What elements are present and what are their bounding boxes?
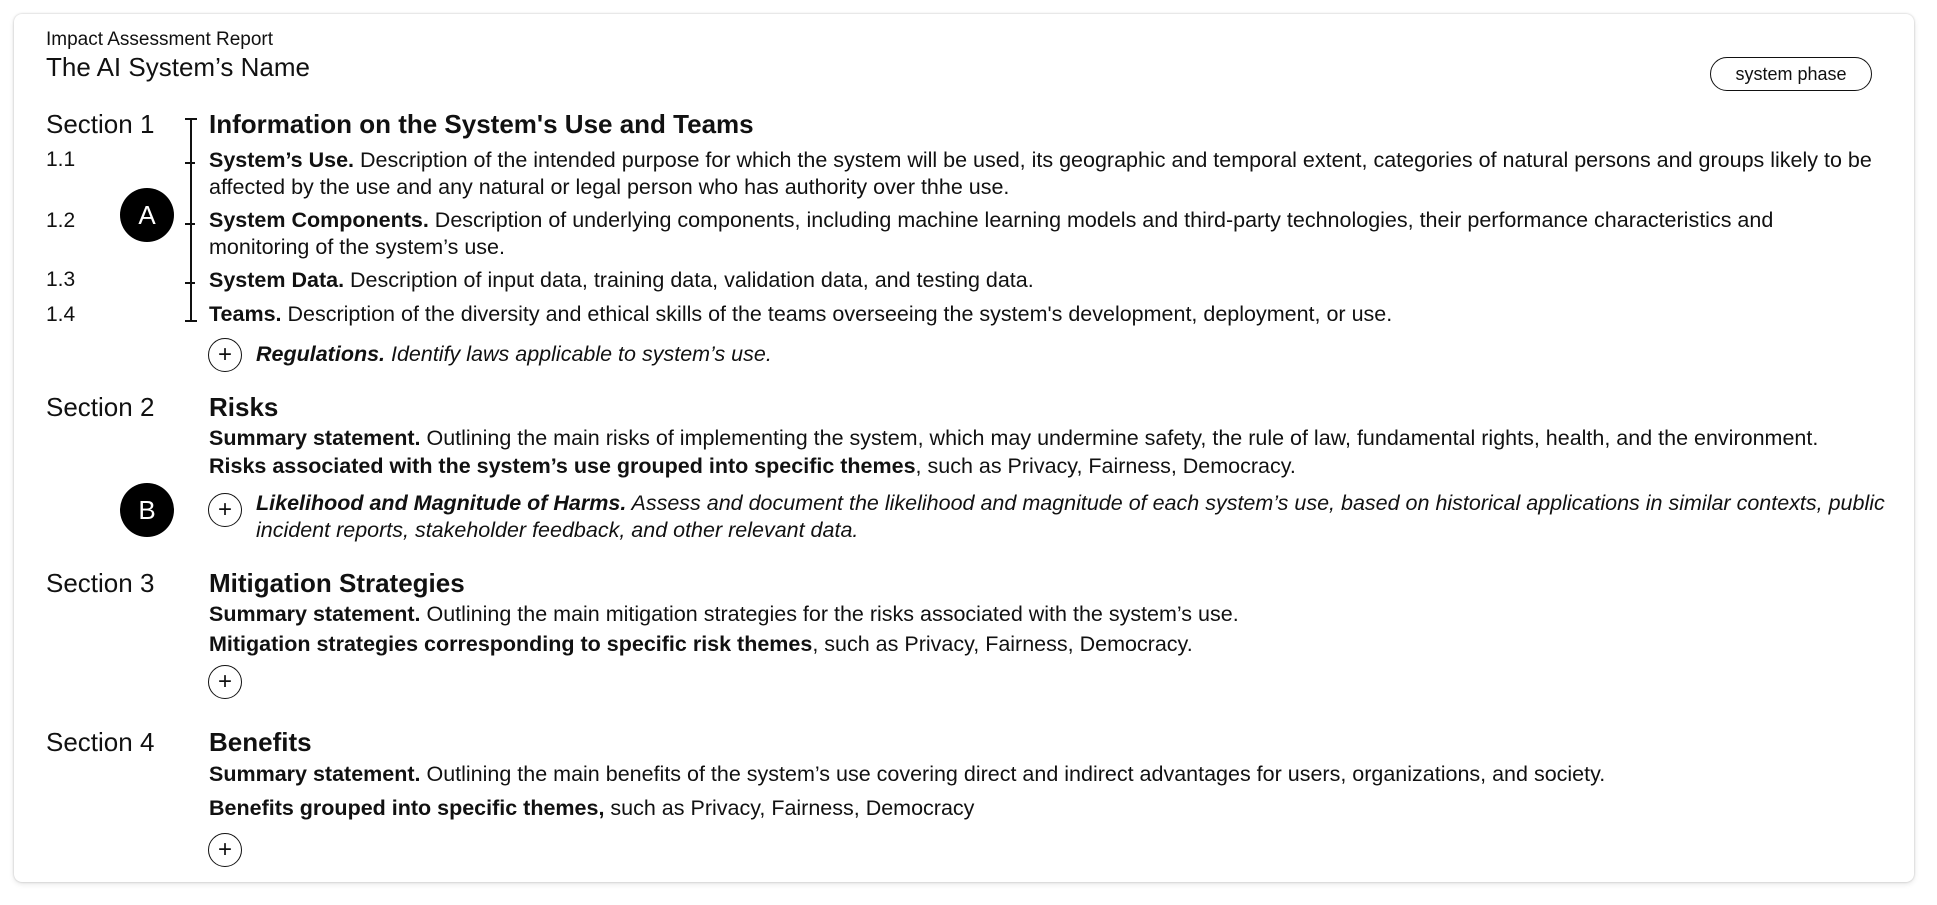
annotation-badge-a: A: [120, 188, 174, 242]
item-1-2-desc: Description of underlying components, including machine learning models and third-party technologies, their performance characteristics and monitoring of the system’s use.: [209, 208, 1774, 259]
mitigation-summary-title: Summary statement.: [209, 602, 421, 626]
harms-assessment-desc: Assess and document the likelihood and magnitude of each system’s use, based on historical applications in similar contexts, public incident reports, stakeholder feedback, and other relevant data.: [256, 491, 1885, 542]
item-1-4-desc: Description of the diversity and ethical skills of the teams overseeing the system's development, deployment, or use.: [281, 302, 1393, 326]
add-benefits-button[interactable]: +: [208, 833, 242, 867]
harms-assessment-title: Likelihood and Magnitude of Harms.: [256, 491, 627, 515]
section-1-title: Information on the System's Use and Teams: [209, 109, 754, 139]
mitigation-themes: [209, 631, 1889, 658]
section-3-label: Section 3: [46, 568, 155, 598]
harms-assessment-text: [256, 490, 1886, 544]
report-label: Impact Assessment Report: [46, 29, 274, 50]
item-1-1-text: [209, 147, 1889, 201]
section-1-bracket: [190, 118, 192, 321]
bracket-tick-1-3: [185, 282, 195, 284]
section-4-label: Section 4: [46, 727, 155, 757]
annotation-badge-b: B: [120, 483, 174, 537]
item-1-1-desc: Description of the intended purpose for which the system will be used, its geographic and temporal extent, categories of natural persons and groups likely to be affected by the use and any natural or legal person who has authority over thhe use.: [209, 148, 1872, 199]
section-4-title: Benefits: [209, 727, 312, 757]
risks-themes: [209, 453, 1889, 480]
risks-themes-title: Risks associated with the system’s use grouped into specific themes: [209, 454, 916, 478]
benefits-summary-desc: Outlining the main benefits of the system’s use covering direct and indirect advantages for users, organizations, and society.: [420, 762, 1606, 786]
regulations-text: [256, 341, 772, 368]
section-2-label: Section 2: [46, 392, 155, 422]
section-2-title: Risks: [209, 392, 279, 422]
item-number-1-1: 1.1: [46, 148, 76, 171]
item-1-4-title: Teams.: [209, 302, 282, 326]
mitigation-summary: [209, 601, 1889, 628]
mitigation-summary-desc: Outlining the main mitigation strategies for the risks associated with the system’s use.: [420, 602, 1239, 626]
benefits-summary-title: Summary statement.: [209, 762, 421, 786]
add-regulations-button[interactable]: +: [208, 338, 242, 372]
item-1-4-text: [209, 301, 1889, 328]
benefits-summary: [209, 761, 1889, 788]
regulations-title: Regulations.: [256, 342, 386, 366]
regulations-desc: Identify laws applicable to system’s use.: [385, 342, 772, 366]
bracket-bottom-tick: [185, 320, 197, 322]
benefits-themes-desc: such as Privacy, Fairness, Democracy: [604, 796, 975, 820]
add-harms-assessment-button[interactable]: +: [208, 493, 242, 527]
section-1-label: Section 1: [46, 109, 155, 139]
item-number-1-2: 1.2: [46, 209, 76, 232]
item-number-1-4: 1.4: [46, 303, 76, 326]
bracket-tick-1-2: [185, 223, 195, 225]
system-name: The AI System’s Name: [46, 52, 310, 82]
risks-summary: [209, 425, 1929, 452]
risks-themes-desc: , such as Privacy, Fairness, Democracy.: [915, 454, 1296, 478]
benefits-themes: [209, 795, 1889, 822]
item-number-1-3: 1.3: [46, 268, 76, 291]
mitigation-themes-desc: , such as Privacy, Fairness, Democracy.: [812, 632, 1193, 656]
risks-summary-title: Summary statement.: [209, 426, 421, 450]
mitigation-themes-title: Mitigation strategies corresponding to specific risk themes: [209, 632, 813, 656]
item-1-3-title: System Data.: [209, 268, 345, 292]
item-1-2-text: [209, 207, 1839, 261]
item-1-3-desc: Description of input data, training data, validation data, and testing data.: [344, 268, 1034, 292]
system-phase-button[interactable]: system phase: [1710, 57, 1872, 91]
item-1-1-title: System’s Use.: [209, 148, 355, 172]
risks-summary-desc: Outlining the main risks of implementing the system, which may undermine safety, the rule of law, fundamental rights, health, and the environment.: [420, 426, 1819, 450]
bracket-top-tick: [185, 118, 197, 120]
benefits-themes-title: Benefits grouped into specific themes,: [209, 796, 605, 820]
item-1-3-text: [209, 267, 1889, 294]
section-3-title: Mitigation Strategies: [209, 568, 465, 598]
add-mitigation-button[interactable]: +: [208, 665, 242, 699]
item-1-2-title: System Components.: [209, 208, 429, 232]
bracket-tick-1-1: [185, 162, 195, 164]
